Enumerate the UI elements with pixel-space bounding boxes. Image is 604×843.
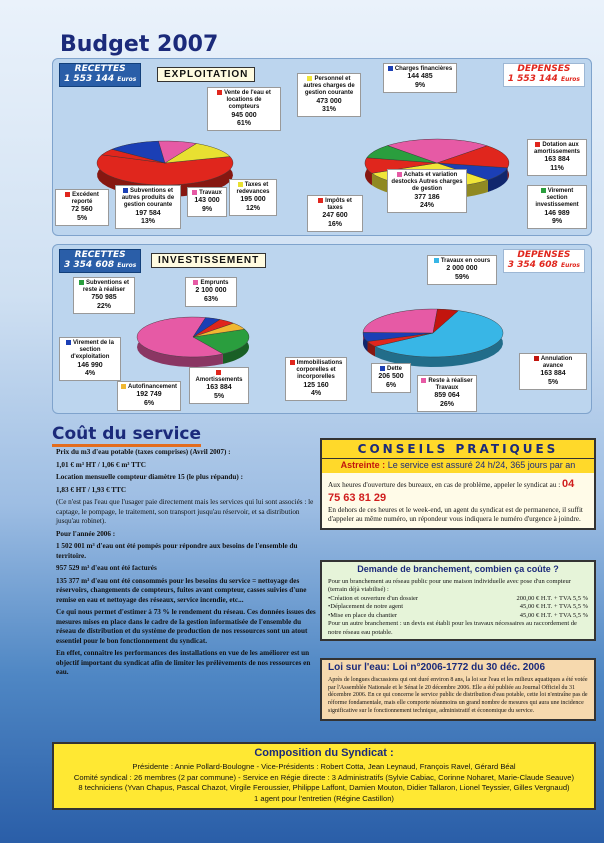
depenses-unit: Euros bbox=[560, 75, 580, 83]
label-annulation-avance: Annulation avance 163 884 5% bbox=[519, 353, 587, 390]
astreinte bbox=[322, 459, 594, 473]
branchement-body bbox=[322, 576, 594, 639]
composition-line-1: Présidente : Annie Pollard-Boulogne - Vice-Présidents : Robert Cotta, Jean Leynaud, François Ravel, Gérard Béal bbox=[132, 762, 516, 771]
label-achats: Achats et variation destocks Autres charges de gestion 377 186 24% bbox=[387, 169, 467, 213]
label-dotation: Dotation aux amortissements 163 884 11% bbox=[527, 139, 587, 176]
label-vente-eau: Vente de l'eau et locations de compteurs 945 000 61% bbox=[207, 87, 281, 131]
label-taxes: Taxes et redevances 195 000 12% bbox=[229, 179, 277, 216]
label-travaux: Travaux 143 000 9% bbox=[187, 187, 227, 217]
composition-line-2: Comité syndical : 26 membres (2 par commune) - Service en Régie directe : 3 Administratifs (Sylvie Cabiac, Corinne Noharet, Marie-Claude Seauve) bbox=[73, 772, 575, 782]
label-emprunts: Emprunts 2 100 000 63% bbox=[185, 277, 237, 307]
label-immobilisations: Immobilisations corporelles et incorporelles 125 160 4% bbox=[285, 357, 347, 401]
label-impots: Impôts et taxes 247 600 16% bbox=[307, 195, 363, 232]
recettes-inv-unit: Euros bbox=[117, 261, 137, 269]
exploitation-title: EXPLOITATION bbox=[157, 67, 255, 82]
composition-line-3: 8 techniciens (Yvan Chapus, Pascal Chazot, Virgile Feroussier, Philippe Laffont, Damien Mouton, Didier Tallaron, Lionel Teyssier, Gilles Vergnaud) bbox=[78, 783, 570, 793]
price-label: •Déplacement de notre agent bbox=[328, 603, 404, 611]
loi-title: Loi sur l'eau: Loi n°2006-1772 du 30 déc. 2006 bbox=[328, 662, 546, 673]
page-title: Budget 2007 bbox=[60, 32, 219, 57]
conseils-title: CONSEILS PRATIQUES bbox=[322, 440, 594, 459]
depenses-inv-value: 3 354 608 bbox=[507, 259, 558, 270]
label-dette: Dette 206 500 6% bbox=[371, 363, 411, 393]
price-label: •Mise en place du chantier bbox=[328, 611, 398, 619]
recettes-inv-label: RECETTES bbox=[74, 250, 126, 260]
conseils-box bbox=[320, 438, 596, 530]
astreinte-label: Astreinte : bbox=[340, 460, 386, 470]
label-inv-virement: Virement de la section d'exploitation 146 990 4% bbox=[59, 337, 121, 381]
branchement-intro: Pour un branchement au réseau public pour une maison individuelle avec pose d'un compteur (terrain déjà viabilisé) : bbox=[328, 578, 571, 594]
branchement-outro: Pour un autre branchement : un devis est établi pour les travaux nécessaires au raccordement de notre réseau eau potable. bbox=[328, 620, 577, 636]
investissement-panel bbox=[52, 244, 592, 414]
price-row bbox=[328, 612, 588, 620]
composition-title: Composition du Syndicat : bbox=[254, 747, 394, 759]
investissement-title: INVESTISSEMENT bbox=[151, 253, 266, 268]
cout-p1: Prix du m3 d'eau potable (taxes comprises) (Avril 2007) : bbox=[56, 448, 231, 456]
depenses-inv-label: DEPENSES bbox=[517, 250, 571, 260]
price-value: 200,00 € H.T. + TVA 5,5 % bbox=[516, 594, 588, 602]
branchement-box bbox=[320, 560, 596, 641]
depenses-value: 1 553 144 bbox=[507, 73, 558, 84]
label-subventions: Subventions et autres produits de gestion courante 197 584 13% bbox=[115, 185, 181, 229]
price-label: •Création et ouverture d'un dossier bbox=[328, 594, 419, 602]
cout-text bbox=[56, 448, 318, 681]
depenses-label: DEPENSES bbox=[517, 64, 571, 74]
depenses-inv-unit: Euros bbox=[560, 261, 580, 269]
phone-number[interactable]: 04 75 63 81 29 bbox=[328, 478, 575, 505]
label-travaux-en-cours: Travaux en cours 2 000 000 59% bbox=[427, 255, 497, 285]
label-excedent: Excédent reporté 72 560 5% bbox=[55, 189, 109, 226]
price-value: 45,00 € H.T. + TVA 5,5 % bbox=[519, 611, 588, 619]
cout-p10: Ce qui nous permet d'estimer à 73 % le rendement du réseau. Ces données issues des mesures mises en place dans le cadre de la gestion informatisée de l'ensemble du réseau de distribution et du système de production de nos ressources sont un atout essentiel pour le bon fonctionnement du syndicat. bbox=[56, 608, 316, 645]
cout-p5: (Ce n'est pas l'eau que l'usager paie directement mais les services qui lui sont associés : le captage, le pompage, le traitement, son transport jusqu'au réservoir, et sa distribution jusqu'au robinet). bbox=[56, 498, 314, 525]
label-reste-realiser: Reste à réaliser Travaux 859 064 26% bbox=[417, 375, 477, 412]
recettes-unit: Euros bbox=[117, 75, 137, 83]
cout-p8: 957 529 m³ d'eau ont été facturés bbox=[56, 564, 157, 572]
cout-p7: 1 502 001 m³ d'eau ont été pompés pour répondre aux besoins de l'ensemble du territoire. bbox=[56, 542, 298, 560]
loi-body: Après de longues discussions qui ont duré environ 8 ans, la loi sur l'eau et les milieux aquatiques a été votée par l'Assemblée Nationale et le Sénat le 20 décembre 2006. Elle a été publiée au Journal Officiel du 31 décembre 2006. En ce qui concerne le service public de distribution d'eau potable, cette loi n'entraîne pas de réforme fondamentale, mais elle comporte néanmoins un grand nombre de mesures qui aura une incidence significative sur le fonctionnement technique, administratif et économique du service. bbox=[328, 677, 588, 714]
branchement-title: Demande de branchement, combien ça coûte ? bbox=[357, 564, 559, 574]
conseils-body2: En dehors de ces heures et le week-end, un agent du syndicat est de permanence, il suffit d'appeler au même numéro, un répondeur vous indiquera le numéro d'urgence à joindre. bbox=[328, 505, 583, 523]
price-value: 45,00 € H.T. + TVA 5,5 % bbox=[519, 603, 588, 611]
composition-line-4: 1 agent pour l'entretien (Régine Castillon) bbox=[254, 793, 394, 803]
cout-p9: 135 377 m³ d'eau ont été consommés pour les besoins du service = nettoyage des réservoirs, changements de compteurs, fuites avant compteur, casses suivies d'une remise en eau et nettoyage des réseaux, service incendie, etc... bbox=[56, 576, 307, 604]
conseils-body1: Aux heures d'ouverture des bureaux, en cas de problème, appeler le syndicat au : bbox=[328, 481, 561, 489]
price-row bbox=[328, 595, 588, 603]
pie-slice-3 bbox=[363, 309, 437, 333]
price-row bbox=[328, 603, 588, 611]
label-personnel: Personnel et autres charges de gestion courante 473 000 31% bbox=[297, 73, 361, 117]
cout-title: Coût du service bbox=[52, 424, 201, 447]
loi-box bbox=[320, 658, 596, 721]
label-autofinancement: Autofinancement 192 749 6% bbox=[117, 381, 181, 411]
label-virement-section: Virement section investissement 146 989 9% bbox=[527, 185, 587, 229]
pie-investissement-depenses bbox=[363, 309, 503, 367]
recettes-label: RECETTES bbox=[74, 64, 126, 74]
pie-investissement-recettes bbox=[137, 317, 249, 367]
astreinte-text: Le service est assuré 24 h/24, 365 jours par an bbox=[387, 460, 576, 470]
cout-p11: En effet, connaître les performances des installations en vue de les améliorer est un objectif important du syndicat afin de limiter les prélèvements de nos ressources en eau. bbox=[56, 649, 311, 676]
label-amortissements: Amortissements 163 884 5% bbox=[189, 367, 249, 404]
exploitation-panel bbox=[52, 58, 592, 236]
label-inv-subventions: Subventions et reste à réaliser 750 985 22% bbox=[73, 277, 135, 314]
composition-box bbox=[52, 742, 596, 810]
recettes-value: 1 553 144 bbox=[64, 73, 115, 84]
cout-p3: Location mensuelle compteur diamètre 15 (le plus répandu) : bbox=[56, 473, 243, 481]
label-charges-financieres: Charges financières 144 485 9% bbox=[383, 63, 457, 93]
cout-p6: Pour l'année 2006 : bbox=[56, 529, 116, 538]
recettes-inv-value: 3 354 608 bbox=[64, 259, 115, 270]
cout-p4: 1,83 € HT / 1,93 € TTC bbox=[56, 485, 127, 494]
conseils-body bbox=[322, 473, 594, 528]
cout-p2: 1,01 € m³ HT / 1,06 € m³ TTC bbox=[56, 460, 146, 469]
